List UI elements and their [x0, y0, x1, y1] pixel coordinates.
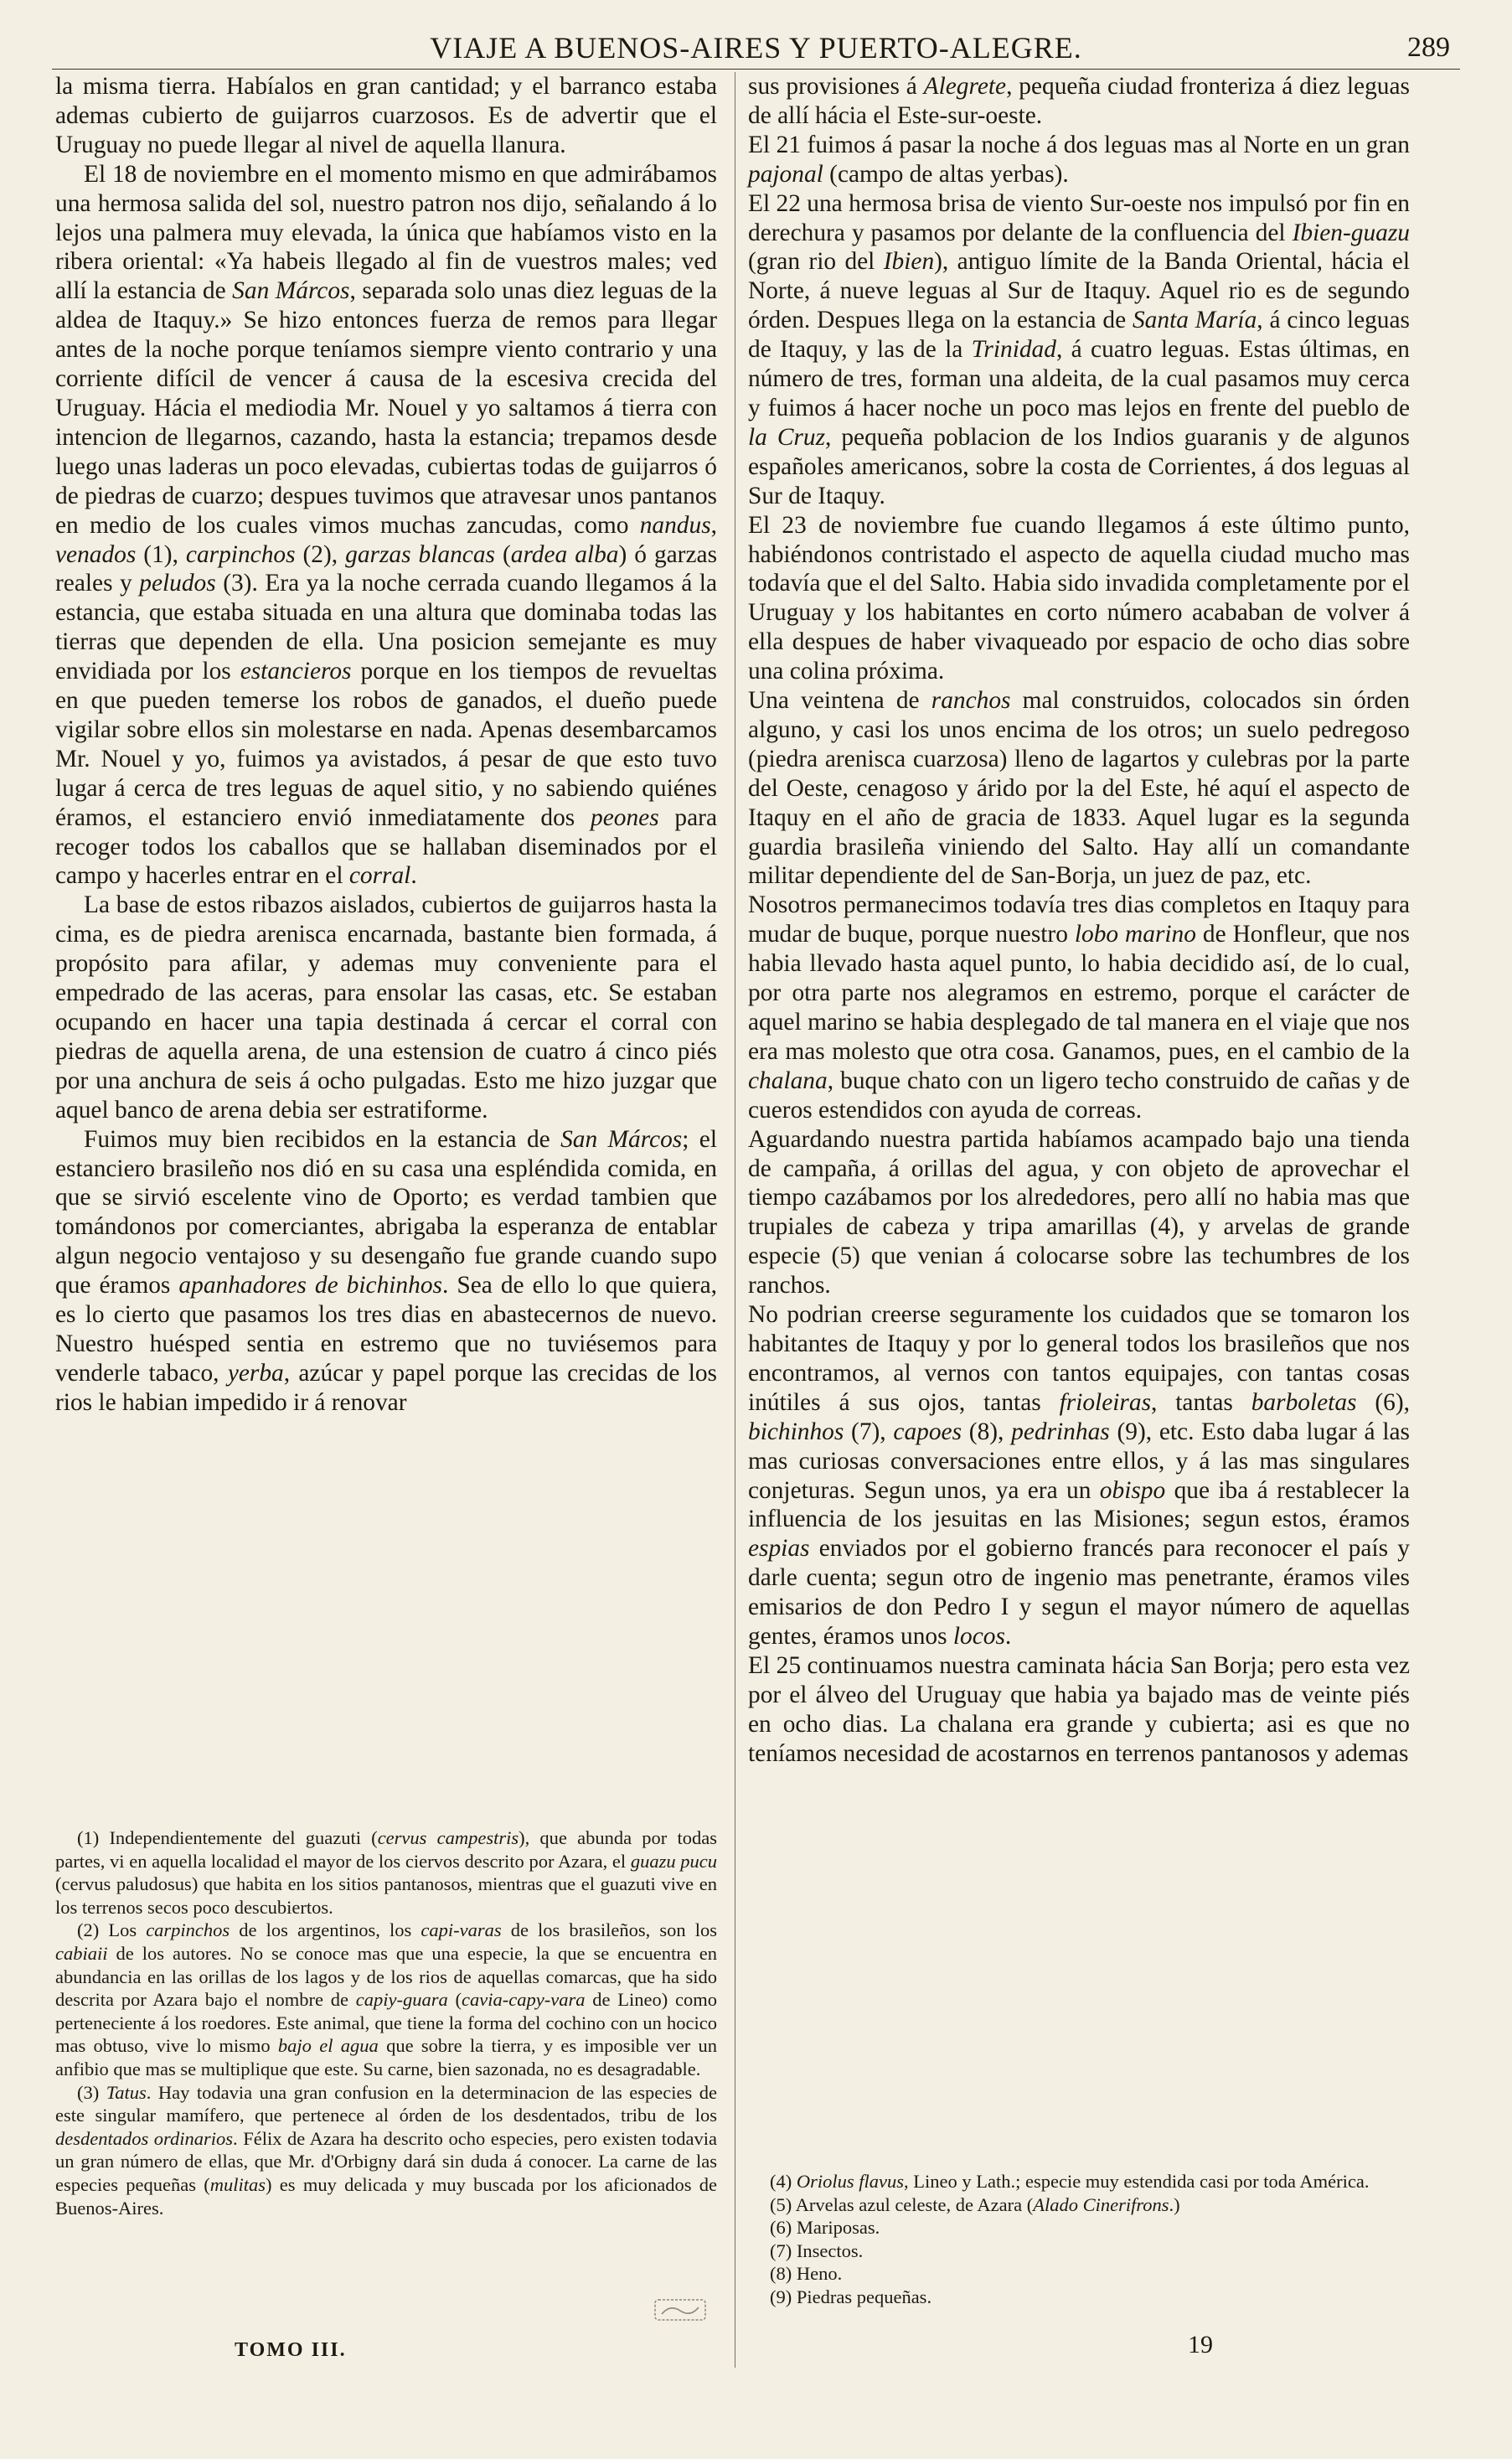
text-run: , [710, 511, 717, 539]
paragraph [55, 72, 717, 160]
italic-term: ranchos [931, 687, 1011, 715]
italic-term: Ibien-guazu [1292, 219, 1410, 246]
italic-term: cervus campestris [377, 1827, 519, 1848]
italic-term: corral [348, 862, 411, 890]
italic-term: Ibien [883, 248, 935, 276]
text-run: que iba á restablecer la influencia de los jesuitas en las Misiones; segun estos, éramos [748, 1476, 1410, 1533]
text-run: , á cinco leguas de Itaquy, y las de la [748, 307, 1410, 364]
italic-term: carpinchos [185, 540, 296, 568]
footnote [748, 2170, 1410, 2193]
italic-term: Santa María [1132, 307, 1257, 334]
text-run: El 21 fuimos á pasar la noche á dos leguas mas al Norte en un gran [748, 131, 1410, 158]
text-run: la misma tierra. Habíalos en gran cantidad; y el barranco estaba ademas cubierto de guijarros cuarzosos. Es de advertir que el Uruguay no puede llegar al nivel de aquella llanura. [55, 73, 717, 158]
text-run: , á cuatro leguas. Estas últimas, en número de tres, forman una aldeita, de la cual pasamos muy cerca y fuimos á hacer noche un poco mas lejos en frente del pueblo de [748, 336, 1410, 421]
text-run: (5) Arvelas azul celeste, de Azara ( [770, 2193, 1034, 2215]
italic-term: bajo el agua [277, 2035, 379, 2057]
text-run: que sobre la tierra, y es imposible ver un anfibio que mas se multiplique que este. Su carne, bien sazonada, no es desagradable. [55, 2035, 718, 2079]
text-run: (1), [136, 540, 186, 568]
italic-term: la Cruz [748, 423, 826, 451]
italic-term: locos [952, 1623, 1005, 1651]
italic-term: Oriolus flavus [796, 2171, 905, 2192]
italic-term: lobo marino [1074, 921, 1196, 948]
text-run: de Honfleur, que nos habia llevado hasta aquel punto, lo habia decidido así, de lo cual, por otra parte nos alegramos en estremo, porque el carácter de aquel marino se habia desplegado de tal manera en el viaje que nos era mas molesto que otra cosa. Ganamos, pues, en el cambio de la [748, 921, 1410, 1065]
italic-term: apanhadores de bichinhos [178, 1272, 442, 1299]
italic-term: bichinhos [748, 1418, 844, 1445]
text-run: enviados por el gobierno francés para reconocer el país y darle cuenta; segun otro de ingenio mas penetrante, éramos viles emisarios de don Pedro I y segun el mayor número de aquellas gentes, éramos unos [748, 1535, 1410, 1651]
page-number: 289 [1407, 32, 1450, 63]
italic-term: Alado Cinerifrons [1033, 2193, 1169, 2215]
running-head [52, 27, 1460, 70]
italic-term: Alegrete [923, 73, 1007, 100]
italic-term: peones [591, 803, 659, 831]
paragraph [748, 1125, 1410, 1300]
paragraph [55, 891, 717, 1124]
italic-term: nandus [639, 511, 711, 539]
left-column [55, 72, 717, 1418]
italic-term: ardea alba [510, 540, 619, 568]
text-run: . Sea de ello lo que quiera, es lo cierto que pasamos los tres dias en abastecernos de nuevo. Nuestro huésped sentia en estremo que no tuviésemos para venderle tabaco, [55, 1272, 717, 1387]
text-run: (gran rio del [748, 248, 884, 276]
paragraph [748, 686, 1410, 891]
footnote [748, 2239, 1410, 2263]
text-run: (2) Los [77, 1919, 147, 1941]
paragraph [55, 160, 717, 891]
text-run: . Félix de Azara ha descrito ocho especies, pero existen todavia un gran número de ellas, que Mr. d'Orbigny dará sin duda á conocer. La carne de las especies pequeñas ( [55, 2127, 717, 2195]
italic-term: mulitas [209, 2173, 266, 2195]
text-run: (8) Heno. [770, 2263, 843, 2285]
text-run: Fuimos muy bien recibidos en la estancia de [84, 1125, 561, 1153]
text-run: El 25 continuamos nuestra caminata hácia San Borja; pero esta vez por el álveo del Uruguay que habia ya bajado mas de veinte piés en ocho dias. La chalana era grande y cubierta; asi es que no teníamos necesidad de acostarnos en terrenos pantanosos y ademas [748, 1651, 1410, 1767]
italic-term: cabiaii [55, 1942, 108, 1964]
footnote [748, 2216, 1410, 2239]
text-run: . [410, 862, 417, 890]
paragraph [748, 1651, 1410, 1769]
text-run: (1) Independientemente del guazuti ( [77, 1827, 378, 1848]
text-run: . Hay todavia una gran confusion en la determinacion de las especies de este singular mamífero, que pertenece al órden de los desdentados, tribu de los [55, 2081, 717, 2126]
right-footnotes [748, 2170, 1410, 2309]
text-run: ; el estanciero brasileño nos dió en su casa una espléndida comida, en que se sirvió escelente vino de Oporto; es verdad tambien que tomándonos por comerciantes, abrigaba la esperanza de entablar algun negocio ventajoso y su desengaño fue grande cuando supo que éramos [55, 1125, 717, 1299]
volume-label: TOMO III. [235, 2339, 347, 2361]
paragraph [748, 1300, 1410, 1651]
footnote [748, 2286, 1410, 2309]
text-run: ( [494, 540, 511, 568]
footnote [748, 2262, 1410, 2286]
text-run: para recoger todos los caballos que se hallaban diseminados por el campo y hacerles entrar en el [55, 803, 718, 890]
text-run: . [1004, 1623, 1012, 1651]
text-run: Una veintena de [748, 687, 931, 715]
paragraph [55, 1125, 717, 1418]
footnote [55, 1919, 717, 2080]
text-run: ( [447, 1989, 462, 2011]
text-run: de los autores. No se conoce mas que una especie, la que se encuentra en abundancia en las orillas de los lagos y de los rios de aquellas comarcas, que ha sido descrita por Azara bajo el nombre de [55, 1942, 717, 2011]
text-run: (7), [844, 1418, 894, 1445]
text-run: , tantas [1151, 1388, 1251, 1416]
left-footnotes [55, 1826, 717, 2219]
text-run: No podrian creerse seguramente los cuidados que se tomaron los habitantes de Itaquy y por lo general todos los brasileños que nos encontramos, al vernos con tantos equipajes, con tantas cosas inútiles á sus ojos, tantas [748, 1301, 1410, 1416]
text-run: de los argentinos, los [230, 1919, 421, 1941]
italic-term: obispo [1099, 1476, 1166, 1504]
italic-term: desdentados ordinarios [55, 2127, 233, 2149]
text-run: (9) Piedras pequeñas. [770, 2286, 932, 2307]
text-run: El 22 una hermosa brisa de viento Sur-oeste nos impulsó por fin en derechura y pasamos por delante de la confluencia del [748, 189, 1410, 246]
text-run: , separada solo unas diez leguas de la aldea de Itaquy.» Se hizo entonces fuerza de remos para llegar antes de la noche porque teníamos siempre viento contrario y una corriente difícil de vencer á causa de la escesiva crecida del Uruguay. Hácia el mediodia Mr. Nouel y yo saltamos á tierra con intencion de llegarnos, cazando, hasta la estancia; trepamos desde luego unas laderas un poco elevadas, cubiertas todas de guijarros ó de piedras de cuarzo; despues tuvimos que atravesar unos pantanos en medio de los cuales vimos muchas zancudas, como [55, 277, 718, 539]
paragraph [748, 891, 1410, 1124]
text-run: (8), [962, 1418, 1012, 1445]
italic-term: carpinchos [146, 1919, 230, 1941]
footnote [55, 2081, 717, 2220]
italic-term: guazu pucu [630, 1850, 717, 1872]
italic-term: pajonal [748, 160, 823, 188]
italic-term: espias [748, 1535, 810, 1563]
text-run: ), que abunda por todas partes, vi en aquella localidad el mayor de los ciervos descrito por Azara, el [55, 1827, 717, 1872]
text-run: (7) Insectos. [770, 2239, 864, 2261]
italic-term: garzas blancas [345, 540, 495, 568]
text-run: El 23 de noviembre fue cuando llegamos á este último punto, habiéndonos contristado el aspecto de aquella ciudad mucho mas todavía que el del Salto. Habia sido invadida completamente por el Uruguay y los habitantes en corto número acababan de volver á ella despues de haber vivaqueado por espacio de ocho dias sobre una colina próxima. [748, 511, 1410, 685]
italic-term: chalana [748, 1067, 828, 1094]
italic-term: San Márcos [560, 1125, 683, 1153]
italic-term: barboletas [1251, 1388, 1357, 1416]
paragraph [748, 72, 1410, 131]
text-run: El 18 de noviembre en el momento mismo en que admirábamos una hermosa salida del sol, nuestro patron nos dijo, señalando á lo lejos una palmera muy elevada, la única que habíamos visto en la ribera oriental: «Ya habeis llegado al fin de vuestros males; ved allí la estancia de [55, 160, 717, 305]
text-run: , Lineo y Lath.; especie muy estendida casi por toda América. [904, 2171, 1370, 2192]
text-run: , azúcar y papel porque las crecidas de los rios le habian impedido ir á renovar [55, 1359, 717, 1416]
text-run: (6), [1356, 1388, 1410, 1416]
italic-term: yerba [227, 1359, 284, 1387]
footnote [748, 2193, 1410, 2217]
text-run: Nosotros permanecimos todavía tres dias completos en Itaquy para mudar de buque, porque nuestro [748, 891, 1410, 948]
paragraph [748, 131, 1410, 189]
text-run: (cervus paludosus) que habita en los sitios pantanosos, mientras que el guazuti vive en los terrenos secos poco descubiertos. [55, 1873, 717, 1918]
text-run: , pequeña poblacion de los Indios guaranis y de algunos españoles americanos, sobre la costa de Corrientes, á dos leguas al Sur de Itaquy. [748, 423, 1410, 509]
italic-term: pedrinhas [1011, 1418, 1110, 1445]
italic-term: Trinidad [971, 336, 1056, 364]
italic-term: frioleiras [1059, 1388, 1152, 1416]
text-run: (campo de altas yerbas). [823, 160, 1069, 188]
italic-term: capi-varas [421, 1919, 502, 1941]
text-run: (3) [77, 2081, 106, 2103]
footnote [55, 1826, 717, 1919]
italic-term: Tatus [106, 2081, 147, 2103]
italic-term: peludos [139, 570, 216, 597]
italic-term: venados [55, 540, 137, 568]
text-run: sus provisiones á [748, 73, 924, 100]
paragraph [748, 189, 1410, 511]
text-run: (3). Era ya la noche cerrada cuando llegamos á la estancia, que estaba situada en una altura que dominaba todas las tierras que dependen de ella. Una posicion semejante es muy envidiada por los [55, 570, 717, 685]
text-run: Aguardando nuestra partida habíamos acampado bajo una tienda de campaña, á orillas del agua, y con objeto de aprovechar el tiempo cazábamos por los alrededores, pero allí no habia mas que trupiales de cabeza y tripa amarillas (4), y arvelas de grande especie (5) que venian á colocarse sobre las techumbres de los ranchos. [748, 1125, 1410, 1299]
text-run: ), antiguo límite de la Banda Oriental, hácia el Norte, á nueve leguas al Sur de Itaquy. Aquel rio es de segundo órden. Despues llega on la estancia de [748, 248, 1411, 334]
text-run: de los brasileños, son los [501, 1919, 717, 1941]
text-run: ) es muy delicada y muy buscada por los aficionados de Buenos-Aires. [55, 2173, 717, 2219]
text-run: de Lineo) como perteneciente á los roedores. Este animal, que tiene la forma del cochino con un hocico mas obtuso, vive lo mismo [55, 1989, 718, 2057]
text-run: ) ó garzas reales y [55, 540, 718, 597]
text-run: (2), [295, 540, 346, 568]
library-stamp [653, 2297, 707, 2322]
running-title: VIAJE A BUENOS-AIRES Y PUERTO-ALEGRE. [430, 31, 1082, 65]
text-run: , pequeña ciudad fronteriza á diez leguas de allí hácia el Este-sur-oeste. [748, 73, 1410, 129]
italic-term: capiy-guara [355, 1989, 448, 2011]
paragraph [748, 511, 1410, 686]
signature-mark: 19 [1188, 2331, 1213, 2358]
text-run: porque en los tiempos de revueltas en que pueden temerse los robos de ganados, el dueño puede vigilar sobre ellos sin molestarse en nada. Apenas desembarcamos Mr. Nouel y yo, fuimos ya avistados, á pesar de que esto tuvo lugar á cerca de tres leguas de aquel sitio, y no sabiendo quiénes éramos, el estanciero envió inmediatamente dos [55, 658, 717, 831]
text-run: , buque chato con un ligero techo construido de cañas y de cueros estendidos con ayuda de correas. [748, 1067, 1410, 1124]
text-run: mal construidos, colocados sin órden alguno, y casi los unos encima de los otros; un suelo pedregoso (piedra arenisca cuarzosa) lleno de lagartos y culebras por la parte del Oeste, cenagoso y árido por la del Este, hé aquí el aspecto de Itaquy en el año de gracia de 1833. Aquel lugar es la segunda guardia brasileña viniendo del Salto. Hay allí un comandante militar dependiente del de San-Borja, un juez de paz, etc. [748, 687, 1410, 890]
text-run: La base de estos ribazos aislados, cubiertos de guijarros hasta la cima, es de piedra arenisca encarnada, bastante bien formada, á propósito para afilar, y ademas muy conveniente para el empedrado de las aceras, para ensolar las casas, etc. Se estaban ocupando en hacer una tapia destinada á cercar el corral con piedras de aquella arena, de una estension de cuatro á cinco piés por una anchura de seis á ocho pulgadas. Esto me hizo juzgar que aquel banco de arena debia ser estratiforme. [55, 891, 717, 1124]
text-run: (9), etc. Esto daba lugar á las mas curiosas conversaciones entre ellos, y á las mas singulares conjeturas. Segun unos, ya era un [748, 1418, 1410, 1504]
text-run: (6) Mariposas. [770, 2217, 880, 2239]
text-run: .) [1169, 2193, 1180, 2215]
italic-term: San Márcos [232, 277, 350, 305]
text-run: (4) [770, 2171, 797, 2192]
right-column [748, 72, 1410, 1769]
italic-term: cavia-capy-vara [462, 1989, 586, 2011]
italic-term: estancieros [240, 658, 352, 685]
italic-term: capoes [893, 1418, 962, 1445]
